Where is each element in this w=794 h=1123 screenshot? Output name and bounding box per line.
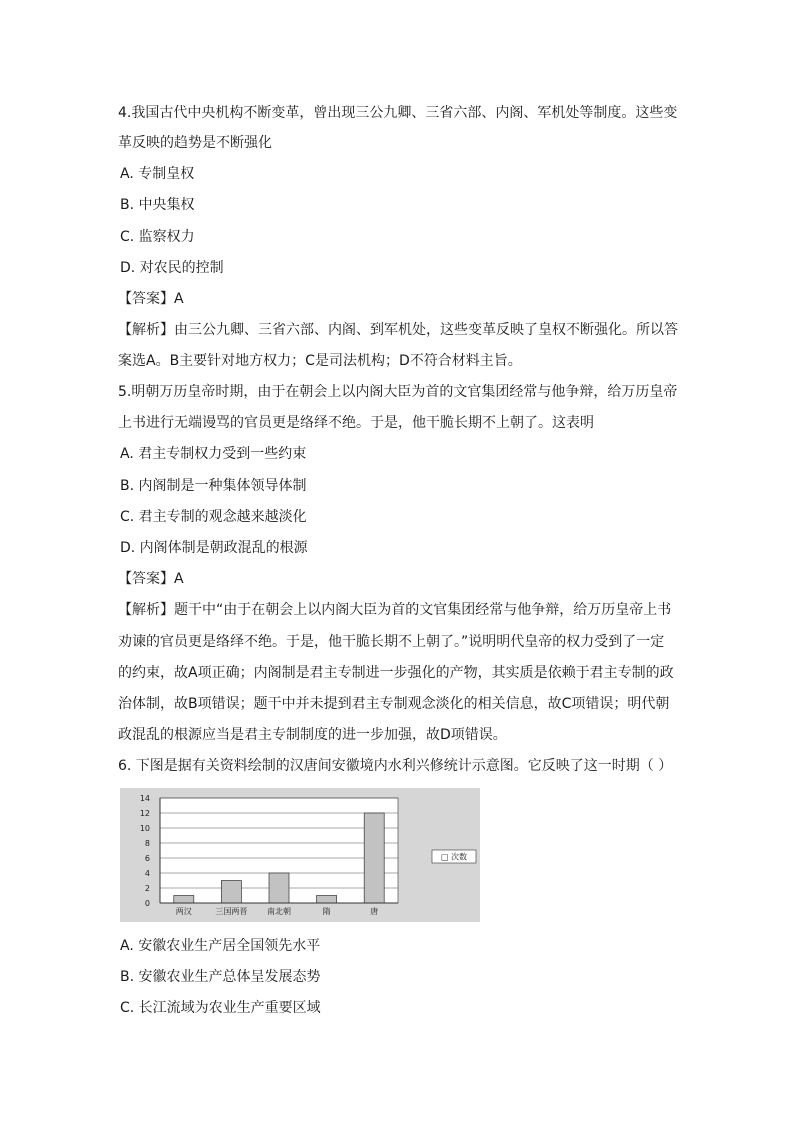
x-tick-label: 三国两晋 [215,907,248,916]
bar [364,813,384,903]
q4-answer: 【答案】A [118,291,184,307]
y-tick-label: 10 [139,824,150,833]
q5-stem-line1: 5.明朝万历皇帝时期，由于在朝会上以内阁大臣为首的文官集团经常与他争辩，给万历皇帝 [118,384,678,400]
irrigation-bar-chart [120,788,480,922]
x-tick-label: 两汉 [175,907,192,916]
q5-analysis-line3: 的约束，故A项正确；内阁制是君主专制进一步强化的产物，其实质是依赖于君主专制的政 [118,665,674,681]
y-tick-label: 2 [144,884,150,893]
y-tick-label: 6 [144,854,150,863]
q6-option-b: B. 安徽农业生产总体呈发展态势 [120,969,321,985]
q5-analysis-line1: 【解析】题干中“由于在朝会上以内阁大臣为首的文官集团经常与他争辩，给万历皇帝上书 [118,602,672,618]
q4-option-d: D. 对农民的控制 [120,260,224,276]
q4-stem-line2: 革反映的趋势是不断强化 [118,135,272,151]
q5-option-d: D. 内阁体制是朝政混乱的根源 [120,540,308,556]
q5-answer: 【答案】A [118,571,184,587]
bar [269,873,289,903]
bar [317,896,337,904]
bar [221,881,241,904]
q6-option-c: C. 长江流域为农业生产重要区域 [120,1000,321,1016]
x-tick-label: 隋 [322,907,331,916]
x-tick-label: 唐 [370,907,379,916]
q4-option-b: B. 中央集权 [120,197,195,213]
y-tick-label: 14 [139,794,150,803]
q6-option-a: A. 安徽农业生产居全国领先水平 [120,938,321,954]
y-tick-label: 0 [144,899,150,908]
q4-option-a: A. 专制皇权 [120,166,195,182]
x-tick-label: 南北朝 [267,907,291,916]
q5-analysis-line5: 政混乱的根源应当是君主专制制度的进一步加强，故D项错误。 [118,727,507,743]
q5-stem-line2: 上书进行无端谩骂的官员更是络绎不绝。于是，他干脆长期不上朝了。这表明 [118,415,594,431]
q4-stem-line1: 4.我国古代中央机构不断变革，曾出现三公九卿、三省六部、内阁、军机处等制度。这些变 [118,105,678,121]
q5-option-a: A. 君主专制权力受到一些约束 [120,446,307,462]
q4-option-c: C. 监察权力 [120,229,195,245]
q6-stem: 6. 下图是据有关资料绘制的汉唐间安徽境内水利兴修统计示意图。它反映了这一时期（ ） [118,758,673,774]
y-tick-label: 8 [144,839,150,848]
y-tick-label: 12 [139,809,150,818]
chart-svg [120,788,480,922]
q4-analysis-line1: 【解析】由三公九卿、三省六部、内阁、到军机处，这些变革反映了皇权不断强化。所以答 [118,322,678,338]
q5-option-b: B. 内阁制是一种集体领导体制 [120,478,307,494]
x-tick-labels [176,906,378,916]
q5-analysis-line2: 劝谏的官员更是络绎不绝。于是，他干脆长期不上朝了。”说明明代皇帝的权力受到了一定 [118,634,665,650]
y-tick-label: 4 [144,869,150,878]
q5-analysis-line4: 治体制，故B项错误；题干中并未提到君主专制观念淡化的相关信息，故C项错误；明代朝 [118,696,670,712]
q4-analysis-line2: 案选A。B主要针对地方权力；C是司法机构；D不符合材料主旨。 [118,353,522,369]
bar [174,896,194,904]
y-tick-labels [140,794,150,908]
q5-option-c: C. 君主专制的观念越来越淡化 [120,509,307,525]
legend-label: □ 次数 [440,852,468,862]
